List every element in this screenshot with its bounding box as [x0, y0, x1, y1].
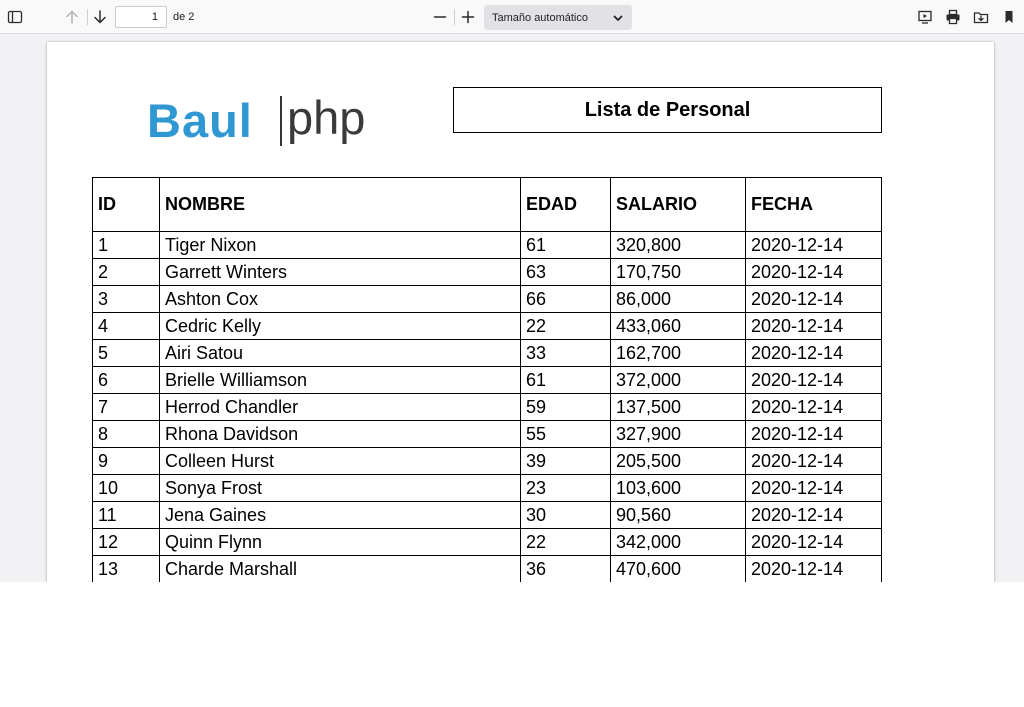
cell-edad: 33: [521, 340, 611, 367]
cell-id: 12: [93, 529, 160, 556]
previous-page-icon[interactable]: [61, 6, 83, 28]
cell-salario: 433,060: [611, 313, 746, 340]
table-row: [93, 340, 882, 367]
cell-id: 2: [93, 259, 160, 286]
cell-fecha: 2020-12-14: [746, 232, 882, 259]
cell-salario: 372,000: [611, 367, 746, 394]
cell-nombre: Herrod Chandler: [160, 394, 521, 421]
document-title: Lista de Personal: [453, 87, 882, 133]
cell-edad: 61: [521, 232, 611, 259]
cell-fecha: 2020-12-14: [746, 475, 882, 502]
table-row: [93, 367, 882, 394]
zoom-in-icon[interactable]: [457, 6, 479, 28]
cell-id: 6: [93, 367, 160, 394]
save-download-icon[interactable]: [970, 6, 992, 28]
staff-table: [92, 177, 882, 582]
cell-salario: 103,600: [611, 475, 746, 502]
cell-nombre: Charde Marshall: [160, 556, 521, 583]
cell-fecha: 2020-12-14: [746, 313, 882, 340]
header-salario: SALARIO: [611, 178, 746, 232]
bookmark-icon[interactable]: [998, 6, 1020, 28]
cell-fecha: 2020-12-14: [746, 340, 882, 367]
cell-nombre: Sonya Frost: [160, 475, 521, 502]
cell-edad: 23: [521, 475, 611, 502]
document-viewer[interactable]: [0, 34, 1024, 582]
cell-nombre: Quinn Flynn: [160, 529, 521, 556]
cell-nombre: Rhona Davidson: [160, 421, 521, 448]
header-nombre: NOMBRE: [160, 178, 521, 232]
cell-edad: 59: [521, 394, 611, 421]
cell-fecha: 2020-12-14: [746, 529, 882, 556]
cell-id: 11: [93, 502, 160, 529]
presentation-mode-icon[interactable]: [914, 6, 936, 28]
table-row: [93, 421, 882, 448]
cell-fecha: 2020-12-14: [746, 394, 882, 421]
cell-edad: 55: [521, 421, 611, 448]
cell-nombre: Garrett Winters: [160, 259, 521, 286]
cell-id: 4: [93, 313, 160, 340]
cell-id: 8: [93, 421, 160, 448]
table-row: [93, 313, 882, 340]
page-number-input[interactable]: [115, 6, 167, 28]
cell-nombre: Tiger Nixon: [160, 232, 521, 259]
zoom-select[interactable]: [484, 5, 632, 30]
cell-nombre: Airi Satou: [160, 340, 521, 367]
zoom-out-icon[interactable]: [429, 6, 451, 28]
table-body: [93, 232, 882, 583]
cell-salario: 90,560: [611, 502, 746, 529]
pdf-toolbar: [0, 0, 1024, 34]
cell-nombre: Cedric Kelly: [160, 313, 521, 340]
table-row: [93, 286, 882, 313]
cell-id: 9: [93, 448, 160, 475]
logo-text-php: php: [287, 91, 366, 144]
sidebar-toggle-icon[interactable]: [4, 6, 26, 28]
cell-fecha: 2020-12-14: [746, 556, 882, 583]
cell-salario: 320,800: [611, 232, 746, 259]
baulphp-logo: [147, 92, 379, 152]
cell-nombre: Jena Gaines: [160, 502, 521, 529]
table-row: [93, 475, 882, 502]
toolbar-divider: [87, 9, 88, 25]
cell-salario: 327,900: [611, 421, 746, 448]
table-row: [93, 394, 882, 421]
cell-edad: 36: [521, 556, 611, 583]
table-row: [93, 502, 882, 529]
cell-fecha: 2020-12-14: [746, 259, 882, 286]
cell-nombre: Colleen Hurst: [160, 448, 521, 475]
cell-id: 3: [93, 286, 160, 313]
cell-fecha: 2020-12-14: [746, 367, 882, 394]
logo-separator: [280, 96, 282, 146]
cell-id: 5: [93, 340, 160, 367]
cell-salario: 470,600: [611, 556, 746, 583]
cell-salario: 137,500: [611, 394, 746, 421]
page-count-label: de 2: [173, 11, 195, 23]
header-id: ID: [93, 178, 160, 232]
header-fecha: FECHA: [746, 178, 882, 232]
cell-edad: 39: [521, 448, 611, 475]
chevron-down-icon: [612, 11, 624, 29]
cell-fecha: 2020-12-14: [746, 286, 882, 313]
pdf-page: [47, 42, 994, 582]
cell-edad: 63: [521, 259, 611, 286]
cell-edad: 66: [521, 286, 611, 313]
cell-edad: 22: [521, 529, 611, 556]
cell-nombre: Brielle Williamson: [160, 367, 521, 394]
cell-edad: 61: [521, 367, 611, 394]
zoom-select-value: Tamaño automático: [492, 12, 588, 24]
cell-edad: 22: [521, 313, 611, 340]
table-row: [93, 556, 882, 583]
cell-salario: 162,700: [611, 340, 746, 367]
next-page-icon[interactable]: [89, 6, 111, 28]
cell-edad: 30: [521, 502, 611, 529]
cell-salario: 342,000: [611, 529, 746, 556]
header-edad: EDAD: [521, 178, 611, 232]
cell-id: 10: [93, 475, 160, 502]
table-row: [93, 448, 882, 475]
cell-salario: 205,500: [611, 448, 746, 475]
cell-fecha: 2020-12-14: [746, 448, 882, 475]
cell-id: 1: [93, 232, 160, 259]
cell-salario: 170,750: [611, 259, 746, 286]
cell-id: 13: [93, 556, 160, 583]
cell-nombre: Ashton Cox: [160, 286, 521, 313]
toolbar-divider: [454, 9, 455, 25]
table-row: [93, 232, 882, 259]
cell-fecha: 2020-12-14: [746, 502, 882, 529]
table-row: [93, 259, 882, 286]
table-row: [93, 529, 882, 556]
print-icon[interactable]: [942, 6, 964, 28]
table-header-row: [93, 178, 882, 232]
logo-text-baul: Baul: [147, 94, 253, 147]
cell-id: 7: [93, 394, 160, 421]
cell-salario: 86,000: [611, 286, 746, 313]
cell-fecha: 2020-12-14: [746, 421, 882, 448]
